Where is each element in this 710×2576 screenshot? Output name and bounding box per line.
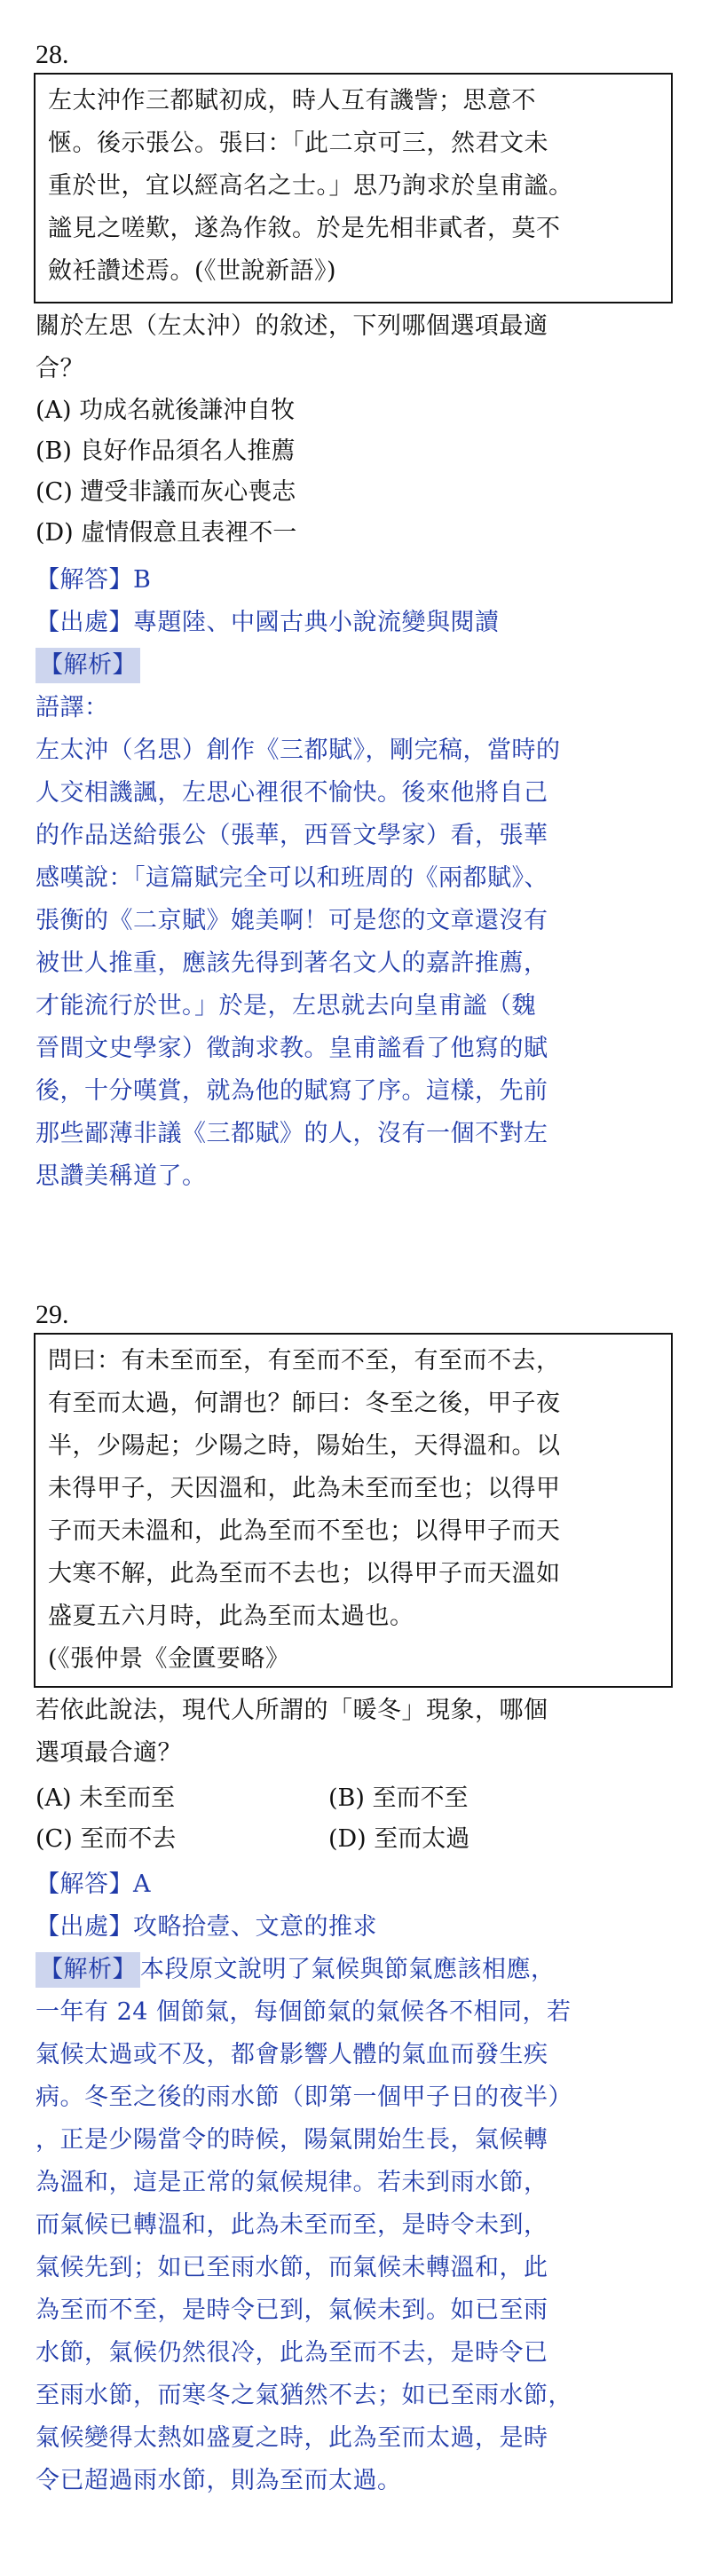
analysis-line: 後，十分嘆賞，就為他的賦寫了序。這樣，先前 <box>36 1077 548 1105</box>
question-29-passage-box <box>34 1333 673 1688</box>
analysis-tag: 【解析】 <box>36 648 140 683</box>
question-29-number: 29. <box>36 1300 69 1329</box>
analysis-tag: 【解析】 <box>36 1952 140 1988</box>
analysis-line: 才能流行於世。」於是，左思就去向皇甫謐（魏 <box>36 992 536 1020</box>
analysis-line: ，正是少陽當令的時候，陽氣開始生長，氣候轉 <box>36 2126 548 2154</box>
analysis-line: 晉間文史學家）徵詢求教。皇甫謐看了他寫的賦 <box>36 1035 548 1062</box>
analysis-tag-line <box>36 644 561 687</box>
analysis-first-line <box>36 1949 572 1991</box>
question-29-options <box>36 1778 621 1860</box>
analysis-line: 氣候先到；如已至雨水節，而氣候未轉溫和，此 <box>36 2254 548 2281</box>
analysis-line: 一年有 24 個節氣，每個節氣的氣候各不相同，若 <box>36 1998 572 2026</box>
stem-line: 選項最合適？ <box>36 1739 182 1767</box>
passage-line: 謐見之嗟歎，遂為作敘。於是先相非貳者，莫不 <box>48 215 561 242</box>
analysis-line: 左太沖（名思）創作《三都賦》，剛完稿，當時的 <box>36 737 561 764</box>
option-c: (C) 遭受非議而灰心喪志 <box>36 478 296 506</box>
analysis-line: 氣候太過或不及，都會影響人體的氣血而發生疾 <box>36 2041 548 2068</box>
passage-line: 有至而太過，何謂也？師曰：冬至之後，甲子夜 <box>48 1390 561 1417</box>
analysis-line: 水節，氣候仍然很冷，此為至而不去，是時令已 <box>36 2339 548 2367</box>
option-a: (A) 未至而至 <box>36 1784 176 1812</box>
passage-line: 大寒不解，此為至而不去也；以得甲子而天溫如 <box>48 1560 561 1587</box>
analysis-line: 人交相譏諷，左思心裡很不愉快。後來他將自己 <box>36 779 548 807</box>
passage-line: 子而天未溫和，此為至而不至也；以得甲子而天 <box>48 1517 561 1545</box>
stem-line: 若依此說法，現代人所謂的「暖冬」現象，哪個 <box>36 1697 548 1724</box>
passage-line: 半，少陽起；少陽之時，陽始生，天得溫和。以 <box>48 1432 561 1460</box>
passage-line: 斂衽讚述焉。(《世說新語》) <box>48 257 337 285</box>
option-a: (A) 功成名就後謙沖自牧 <box>36 397 296 424</box>
analysis-first-text: 本段原文說明了氣候與節氣應該相應， <box>140 1956 556 1983</box>
analysis-line: 被世人推重，應該先得到著名文人的嘉許推薦， <box>36 949 548 977</box>
analysis-line: 思讚美稱道了。 <box>36 1162 207 1190</box>
passage-line: 愜。後示張公。張曰：「此二京可三，然君文未 <box>48 130 548 157</box>
passage-line: (《張仲景《金匱要略》 <box>48 1645 290 1673</box>
question-29-solution <box>36 1863 572 2502</box>
option-row <box>36 1778 621 1819</box>
passage-line: 未得甲子，天因溫和，此為未至而至也；以得甲 <box>48 1475 561 1502</box>
option-b: (B) 良好作品須名人推薦 <box>36 437 296 465</box>
translation-label: 語譯： <box>36 694 109 721</box>
question-28-passage-box <box>34 73 673 303</box>
question-28-options <box>36 390 296 554</box>
analysis-line: 氣候變得太熱如盛夏之時，此為至而太過，是時 <box>36 2424 548 2452</box>
answer-line: 【解答】B <box>36 566 152 594</box>
passage-line: 盛夏五六月時，此為至而太過也。 <box>48 1603 414 1630</box>
question-29-stem <box>36 1690 548 1775</box>
passage-line: 左太沖作三都賦初成，時人互有譏訾；思意不 <box>48 87 536 114</box>
option-c: (C) 至而不去 <box>36 1825 177 1853</box>
analysis-line: 感嘆說：「這篇賦完全可以和班周的《兩都賦》、 <box>36 864 548 892</box>
question-28-solution <box>36 559 561 1198</box>
analysis-line: 至雨水節，而寒冬之氣猶然不去；如已至雨水節， <box>36 2382 572 2409</box>
analysis-line: 為溫和，這是正常的氣候規律。若未到雨水節， <box>36 2169 548 2196</box>
analysis-line: 張衡的《二京賦》媲美啊！可是您的文章還沒有 <box>36 907 548 934</box>
analysis-line: 病。冬至之後的雨水節（即第一個甲子日的夜半） <box>36 2084 572 2111</box>
option-b: (B) 至而不至 <box>328 1784 469 1812</box>
passage-line: 重於世，宜以經高名之士。」思乃詢求於皇甫謐。 <box>48 172 573 200</box>
option-row <box>36 1819 621 1860</box>
option-d: (D) 至而太過 <box>328 1825 470 1853</box>
analysis-line: 為至而不至，是時令已到，氣候未到。如已至雨 <box>36 2296 548 2324</box>
analysis-line: 的作品送給張公（張華，西晉文學家）看，張華 <box>36 822 548 849</box>
analysis-line: 那些鄙薄非議《三都賦》的人，沒有一個不對左 <box>36 1120 548 1147</box>
question-28-number: 28. <box>36 40 69 69</box>
analysis-line: 而氣候已轉溫和，此為未至而至，是時令未到， <box>36 2211 548 2239</box>
source-line: 【出處】攻略拾壹、文意的推求 <box>36 1913 377 1941</box>
answer-line: 【解答】A <box>36 1871 151 1898</box>
stem-line: 關於左思（左太沖）的敘述，下列哪個選項最適 <box>36 312 548 340</box>
question-28-stem <box>36 305 548 390</box>
source-line: 【出處】專題陸、中國古典小說流變與閱讀 <box>36 609 500 636</box>
passage-line: 問曰：有未至而至，有至而不至，有至而不去， <box>48 1347 561 1375</box>
analysis-line: 令已超過雨水節，則為至而太過。 <box>36 2467 402 2494</box>
option-d: (D) 虛情假意且表裡不一 <box>36 519 297 547</box>
stem-line: 合？ <box>36 355 84 382</box>
